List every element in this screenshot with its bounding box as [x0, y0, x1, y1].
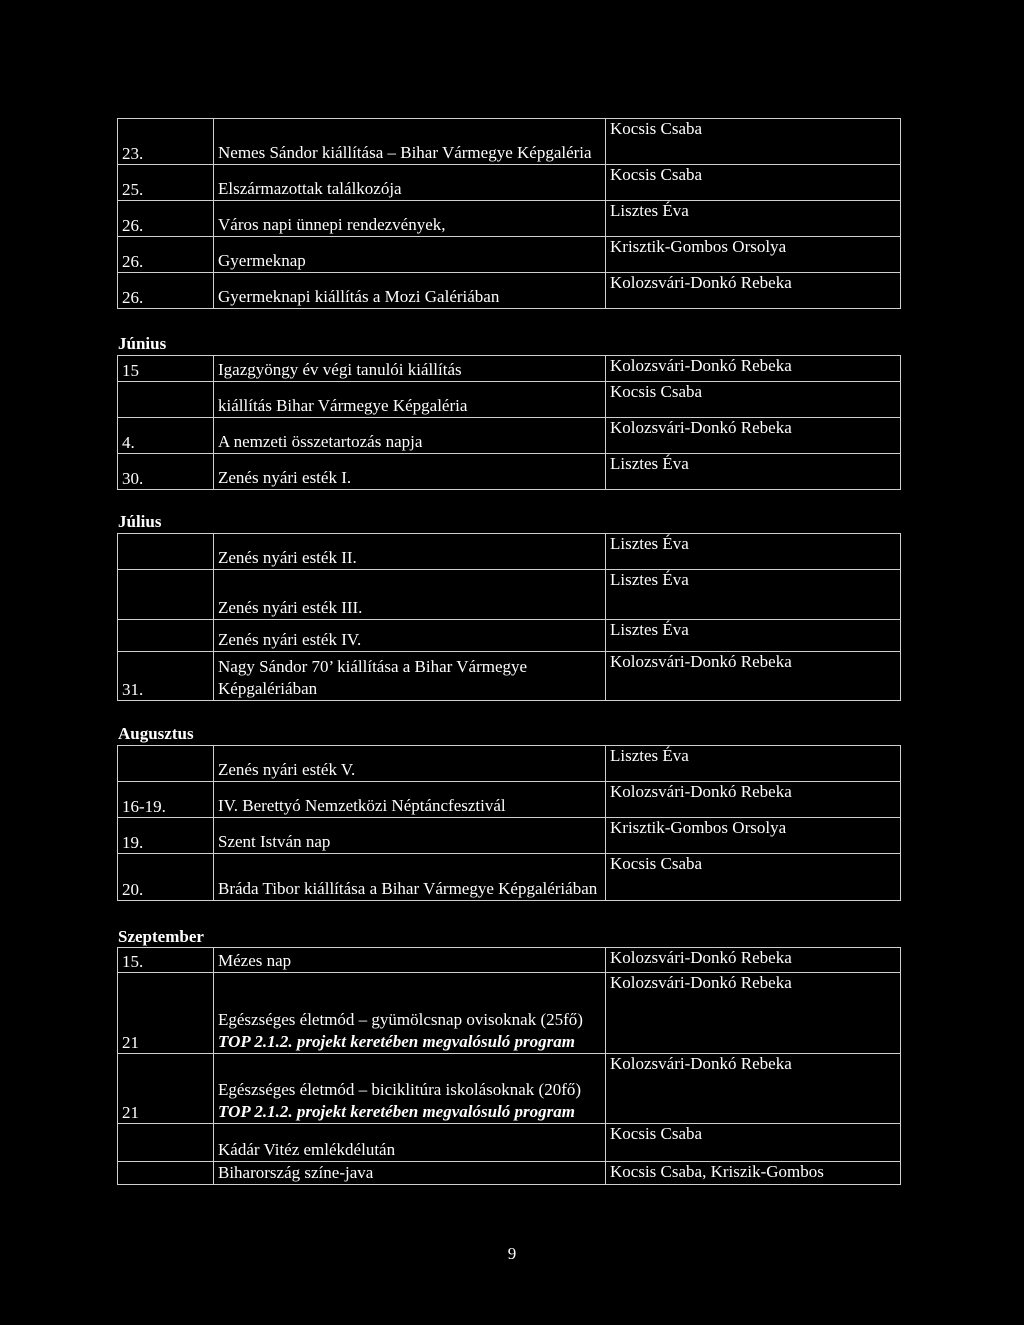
date-cell [118, 620, 214, 652]
table-row [118, 273, 901, 309]
table-july [117, 533, 901, 701]
date-cell: 26. [118, 237, 214, 273]
table-row [118, 1124, 901, 1162]
section-title-august: Augusztus [118, 724, 194, 743]
organizer-cell: Kolozsvári-Donkó Rebeka [606, 356, 901, 382]
event-cell [214, 973, 606, 1054]
event-cell: Szent István nap [214, 818, 606, 854]
organizer-cell: Kolozsvári-Donkó Rebeka [606, 652, 901, 701]
date-cell [118, 746, 214, 782]
date-cell [118, 1124, 214, 1162]
date-cell: 23. [118, 119, 214, 165]
event-cell: Gyermeknapi kiállítás a Mozi Galériában [214, 273, 606, 309]
event-cell: Zenés nyári esték II. [214, 534, 606, 570]
table-row [118, 1162, 901, 1185]
date-cell: 25. [118, 165, 214, 201]
date-cell: 19. [118, 818, 214, 854]
event-cell: Nagy Sándor 70’ kiállítása a Bihar Vármegye Képgalériában [214, 652, 606, 701]
table-continuation [117, 118, 901, 309]
date-cell [118, 382, 214, 418]
event-cell: Mézes nap [214, 948, 606, 973]
date-cell [118, 1162, 214, 1185]
date-cell: 31. [118, 652, 214, 701]
table-row [118, 382, 901, 418]
event-text: Egészséges életmód – biciklitúra iskolásoknak (20fő) [218, 1080, 582, 1099]
event-cell: Zenés nyári esték V. [214, 746, 606, 782]
event-cell: Város napi ünnepi rendezvények, [214, 201, 606, 237]
table-row [118, 237, 901, 273]
section-title-july: Július [118, 512, 162, 531]
event-cell: Zenés nyári esték IV. [214, 620, 606, 652]
organizer-cell: Krisztik-Gombos Orsolya [606, 237, 901, 273]
date-cell: 20. [118, 854, 214, 901]
organizer-cell: Kolozsvári-Donkó Rebeka [606, 418, 901, 454]
page-number: 9 [507, 1244, 517, 1263]
event-cell: Gyermeknap [214, 237, 606, 273]
table-row [118, 818, 901, 854]
organizer-cell: Kocsis Csaba [606, 119, 901, 165]
event-cell: A nemzeti összetartozás napja [214, 418, 606, 454]
organizer-cell: Kolozsvári-Donkó Rebeka [606, 1054, 901, 1124]
table-row [118, 119, 901, 165]
table-september [117, 947, 901, 1185]
section-title-june: Június [118, 334, 167, 353]
table-row [118, 201, 901, 237]
table-june [117, 355, 901, 490]
table-august [117, 745, 901, 901]
event-cell: kiállítás Bihar Vármegye Képgaléria [214, 382, 606, 418]
table-row [118, 418, 901, 454]
table-row [118, 165, 901, 201]
event-cell: Kádár Vitéz emlékdélután [214, 1124, 606, 1162]
event-cell: IV. Berettyó Nemzetközi Néptáncfesztivál [214, 782, 606, 818]
table-row [118, 570, 901, 620]
organizer-cell: Lisztes Éva [606, 201, 901, 237]
organizer-cell: Kolozsvári-Donkó Rebeka [606, 973, 901, 1054]
organizer-cell: Kocsis Csaba [606, 382, 901, 418]
event-text: Egészséges életmód – gyümölcsnap ovisoknak (25fő) [218, 1010, 583, 1029]
event-cell: Biharország színe-java [214, 1162, 606, 1185]
date-cell: 30. [118, 454, 214, 490]
organizer-cell: Kocsis Csaba [606, 1124, 901, 1162]
event-cell: Nemes Sándor kiállítása – Bihar Vármegye Képgaléria [214, 119, 606, 165]
date-cell: 15. [118, 948, 214, 973]
organizer-cell: Lisztes Éva [606, 570, 901, 620]
date-cell: 16-19. [118, 782, 214, 818]
date-cell: 26. [118, 273, 214, 309]
date-cell: 21 [118, 1054, 214, 1124]
table-row [118, 973, 901, 1054]
date-cell: 26. [118, 201, 214, 237]
table-row [118, 746, 901, 782]
section-title-september: Szeptember [118, 927, 204, 946]
organizer-cell: Lisztes Éva [606, 454, 901, 490]
project-note: TOP 2.1.2. projekt keretében megvalósuló program [218, 1102, 575, 1121]
organizer-cell: Kolozsvári-Donkó Rebeka [606, 948, 901, 973]
organizer-cell: Lisztes Éva [606, 534, 901, 570]
event-cell: Zenés nyári esték I. [214, 454, 606, 490]
table-row [118, 356, 901, 382]
table-row [118, 534, 901, 570]
table-row [118, 454, 901, 490]
date-cell: 15 [118, 356, 214, 382]
date-cell [118, 534, 214, 570]
table-row [118, 782, 901, 818]
event-cell: Zenés nyári esték III. [214, 570, 606, 620]
table-row [118, 1054, 901, 1124]
organizer-cell: Kocsis Csaba [606, 854, 901, 901]
organizer-cell: Kolozsvári-Donkó Rebeka [606, 273, 901, 309]
table-row [118, 948, 901, 973]
project-note: TOP 2.1.2. projekt keretében megvalósuló program [218, 1032, 575, 1051]
date-cell [118, 570, 214, 620]
date-cell: 21 [118, 973, 214, 1054]
event-cell: Bráda Tibor kiállítása a Bihar Vármegye Képgalériában [214, 854, 606, 901]
organizer-cell: Lisztes Éva [606, 746, 901, 782]
event-cell: Igazgyöngy év végi tanulói kiállítás [214, 356, 606, 382]
date-cell: 4. [118, 418, 214, 454]
table-row [118, 854, 901, 901]
organizer-cell: Lisztes Éva [606, 620, 901, 652]
organizer-cell: Krisztik-Gombos Orsolya [606, 818, 901, 854]
organizer-cell: Kocsis Csaba [606, 165, 901, 201]
table-row [118, 652, 901, 701]
organizer-cell: Kocsis Csaba, Kriszik-Gombos [606, 1162, 901, 1185]
event-cell: Elszármazottak találkozója [214, 165, 606, 201]
organizer-cell: Kolozsvári-Donkó Rebeka [606, 782, 901, 818]
event-cell [214, 1054, 606, 1124]
table-row [118, 620, 901, 652]
